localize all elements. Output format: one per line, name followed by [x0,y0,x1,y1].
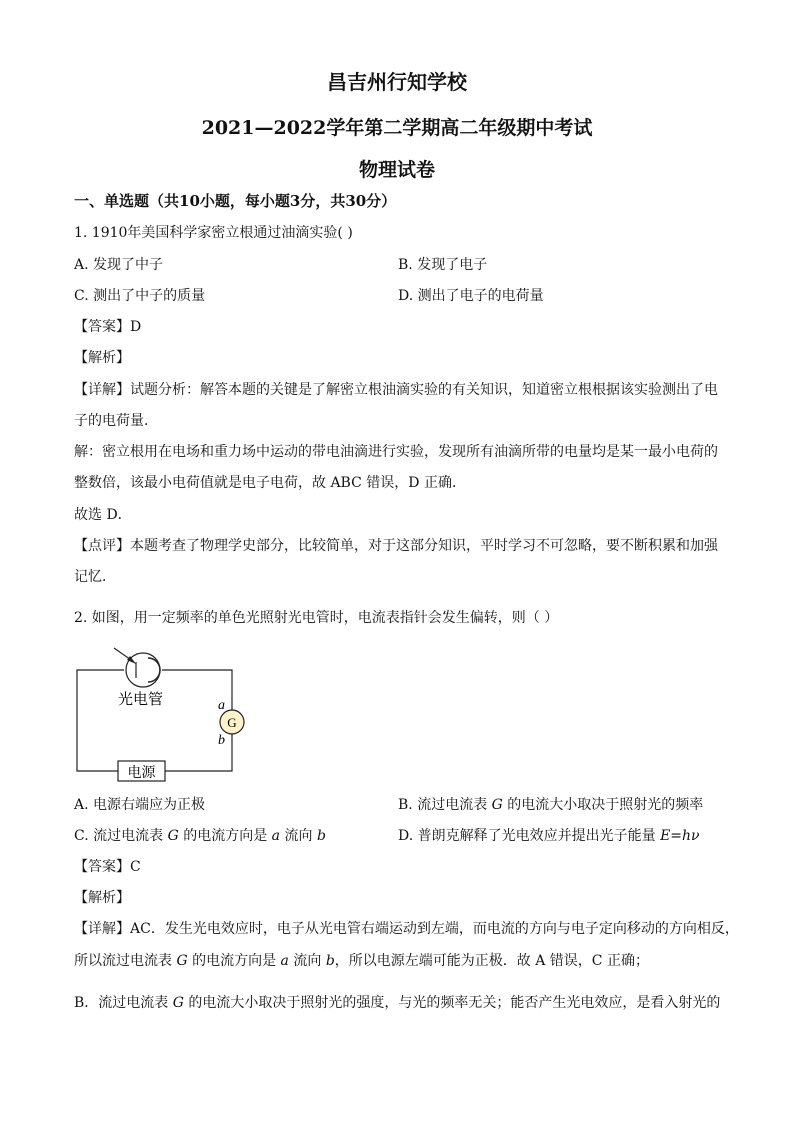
q2-stem: 2. 如图，用一定频率的单色光照射光电管时，电流表指针会发生偏转，则（ ） [74,610,559,626]
power-source-label: 电源 [127,765,156,781]
exam-title: 2021—2022学年第二学期高二年级期中考试 [201,117,593,139]
q2-analysis-label: 【解析】 [74,890,130,906]
terminal-b-label: b [218,733,225,748]
q1-solution-line2: 整数倍，该最小电荷值就是电子电荷，故 ABC 错误，D 正确． [74,475,466,491]
q1-option-a: A. 发现了中子 [74,257,164,273]
school-title: 昌吉州行知学校 [327,70,467,94]
circuit-wire [77,670,124,771]
q1-detail-line2: 子的电荷量． [74,413,158,429]
galvanometer-label: G [227,715,237,730]
q1-option-d: D. 测出了电子的电荷量 [398,288,544,304]
photo-tube-label: 光电管 [118,690,164,708]
q2-option-c: C. 流过电流表 G 的电流方向是 a 流向 b [74,828,326,844]
photoelectric-circuit-figure [70,640,260,790]
q1-analysis-label: 【解析】 [74,350,130,366]
q1-answer: 【答案】D [74,319,142,335]
q1-choose: 故选 D． [74,507,132,523]
q2-option-d: D. 普朗克解释了光电效应并提出光子能量 E=hν [398,828,700,844]
q2-detail-line3: B．流过电流表 G 的电流大小取决于照射光的强度，与光的频率无关；能否产生光电效应，是看入射光的 [74,995,721,1011]
q1-option-b: B. 发现了电子 [398,257,488,273]
q1-solution-line1: 解：密立根用在电场和重力场中运动的带电油滴进行实验，发现所有油滴所带的电量均是某一最小电荷的 [74,444,718,460]
q2-answer: 【答案】C [74,859,141,875]
q1-comment-line1: 【点评】本题考查了物理学史部分，比较简单，对于这部分知识，平时学习不可忽略，要不断积累和加强 [74,538,718,554]
q2-detail-line2: 所以流过电流表 G 的电流方向是 a 流向 b，所以电源左端可能为正极．故 A 错误，C 正确； [74,953,649,969]
subject-title: 物理试卷 [358,159,435,181]
q1-detail-line1: 【详解】试题分析：解答本题的关键是了解密立根油滴实验的有关知识，知道密立根根据该实验测出了电 [74,382,718,398]
q2-detail-line1: 【详解】AC．发生光电效应时，电子从光电管右端运动到左端，而电流的方向与电子定向移动的方向相反， [74,921,739,937]
q1-comment-line2: 记忆． [74,569,116,585]
section-heading: 一、单选题（共10小题，每小题3分，共30分） [74,192,397,210]
q1-stem: 1. 1910年美国科学家密立根通过油滴实验( ) [74,225,353,241]
terminal-a-label: a [218,698,225,713]
q2-option-b: B. 流过电流表 G 的电流大小取决于照射光的频率 [398,797,704,813]
q2-option-a: A. 电源右端应为正极 [74,797,206,813]
q1-option-c: C. 测出了中子的质量 [74,288,206,304]
